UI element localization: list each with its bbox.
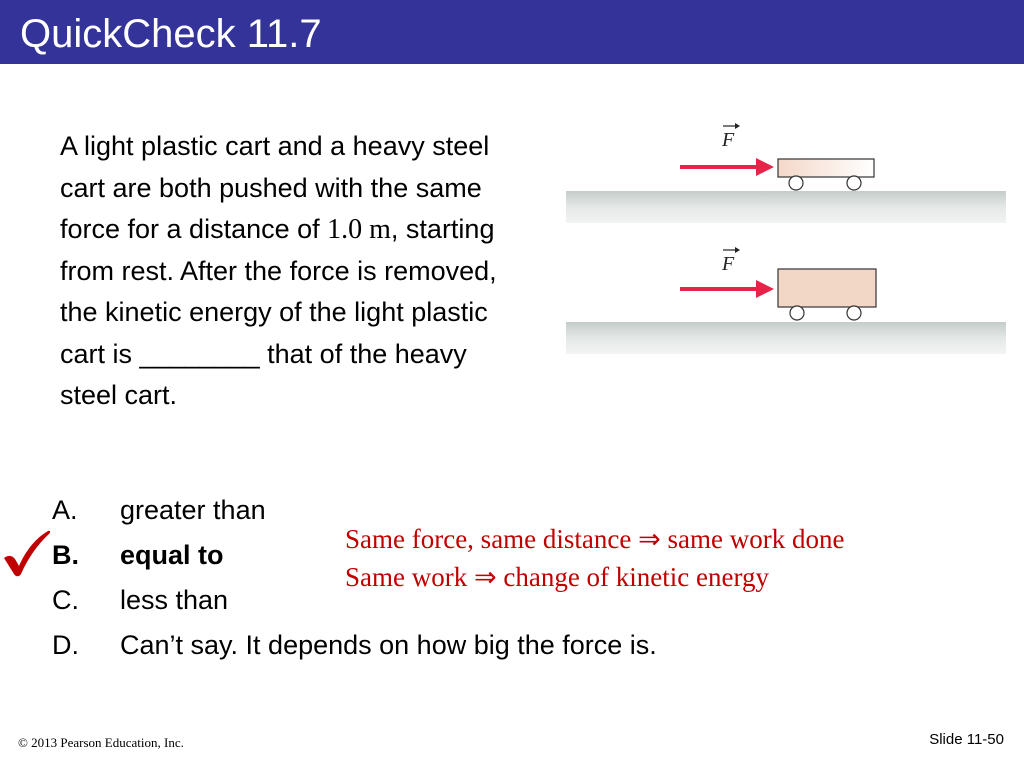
answer-text: greater than (120, 495, 266, 525)
force-label-bottom: F (722, 253, 735, 275)
answer-text: less than (120, 585, 229, 615)
question-distance: 1.0 m (327, 214, 391, 245)
light-cart (778, 159, 874, 177)
answer-option-d[interactable] (52, 625, 812, 665)
light-cart-scene (566, 123, 1006, 223)
track-top (566, 191, 1006, 223)
light-cart-wheel-right (847, 176, 861, 190)
explanation-line-1: Same force, same distance ⇒ same work done (345, 524, 845, 554)
answer-letter: B. (52, 540, 79, 570)
carts-figure (560, 118, 1010, 363)
light-cart-wheel-left (789, 176, 803, 190)
heavy-cart-wheel-left (790, 306, 804, 320)
answer-text: equal to (120, 540, 224, 570)
carts-diagram (560, 118, 1010, 363)
question-part-2: , starting from rest. After the force is removed, the kinetic energy of the light plastic cart is ________ that of the heavy steel cart. (60, 214, 497, 410)
copyright: © 2013 Pearson Education, Inc. (18, 735, 184, 750)
force-arrow-top (680, 158, 774, 176)
slide-number: Slide 11-50 (929, 731, 1004, 748)
question-text (60, 126, 530, 417)
explanation (345, 520, 844, 596)
answer-letter: C. (52, 585, 79, 615)
heavy-cart-wheel-right (847, 306, 861, 320)
slide-title: QuickCheck 11.7 (20, 12, 322, 56)
force-arrow-bottom (680, 280, 774, 298)
heavy-cart (778, 269, 876, 307)
answer-letter: A. (52, 495, 78, 525)
explanation-line-2: Same work ⇒ change of kinetic energy (345, 562, 769, 592)
heavy-cart-scene (566, 247, 1006, 354)
question-part-1: A light plastic cart and a heavy steel cart are both pushed with the same force for a distance of (60, 131, 490, 244)
force-label-top: F (722, 129, 735, 151)
checkmark-icon (0, 528, 52, 578)
title-bar (0, 0, 1024, 64)
answer-text: Can’t say. It depends on how big the force is. (120, 630, 657, 660)
track-bottom (566, 322, 1006, 354)
answer-letter: D. (52, 630, 79, 660)
